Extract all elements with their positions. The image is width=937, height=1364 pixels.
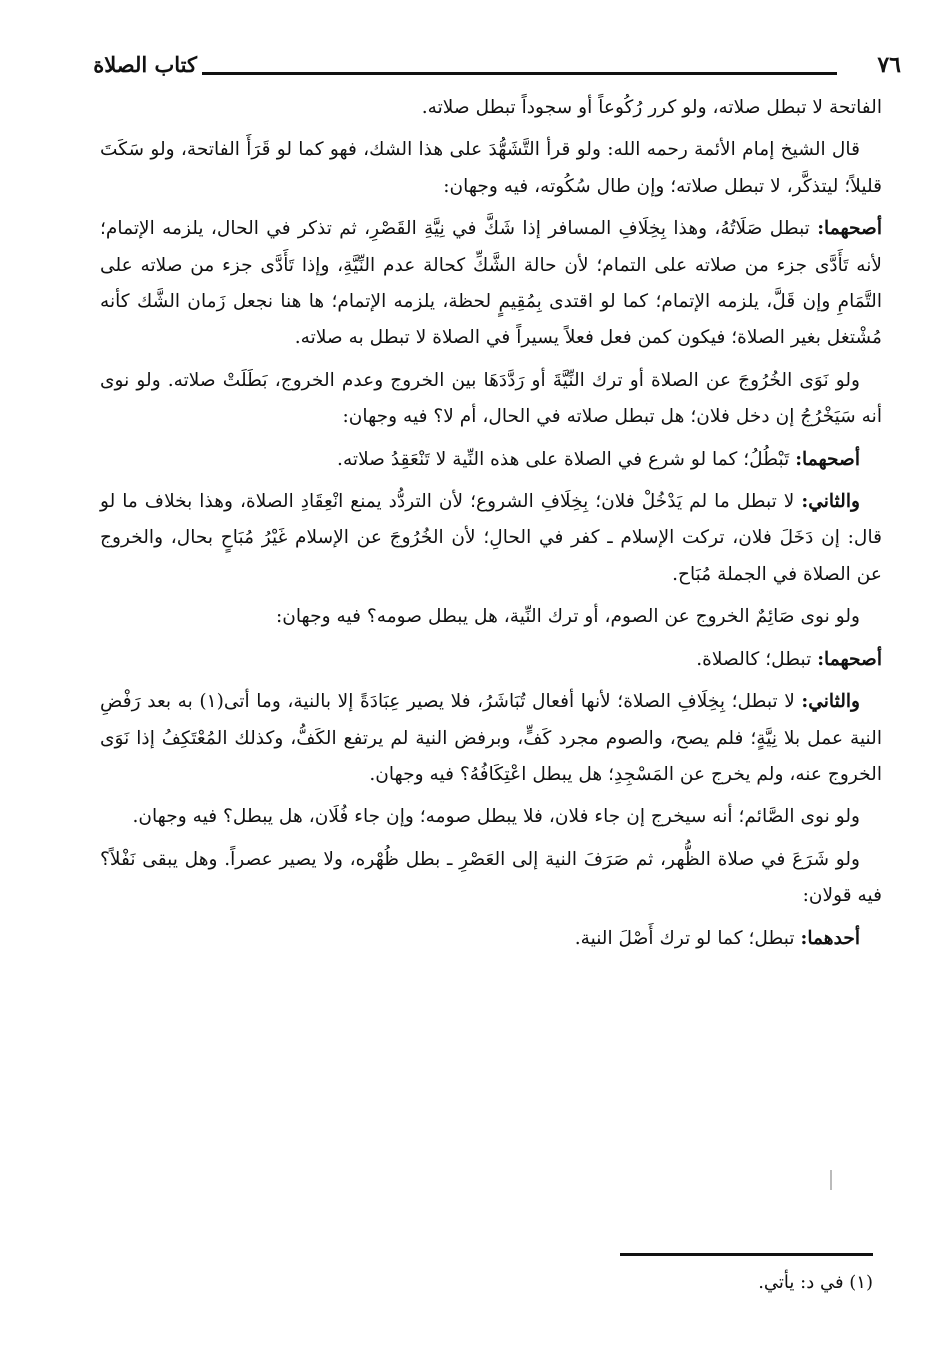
body-text [100, 90, 882, 963]
paragraph-text: ولو نوى صَائِمٌ الخروج عن الصوم، أو ترك النِّية، هل يبطل صومه؟ فيه وجهان: [275, 606, 860, 628]
paragraph [100, 442, 882, 478]
paragraph-label: أحدهما: [800, 927, 860, 949]
paragraph-text: تبطل؛ كما لو ترك أَصْلَ النية. [574, 927, 795, 949]
header-title: كتاب الصلاة [93, 52, 197, 77]
scan-mark [830, 1170, 832, 1190]
footnote: (١) في د: يأتي. [758, 1272, 873, 1293]
paragraph-label: أصحهما: [817, 648, 882, 670]
header-rule [202, 72, 837, 75]
paragraph-text: لا تبطل ما لم يَدْخُلْ فلان؛ بِخِلَافِ الشروع؛ لأن التردُّد يمنع انْعِقَادِ الصلاة، وهذا بخلاف ما لو قال: إن دَخَلَ فلان، تركت الإسلام ـ كفر في الحالِ؛ لأن الخُرُوجَ عن الإسلام غَيْرُ مُبَاحٍ بحال، والخروج عن الصلاة في الجملة مُبَاح. [100, 491, 882, 585]
paragraph [100, 799, 882, 835]
paragraph-text: تَبْطُلُ؛ كما لو شرع في الصلاة على هذه النِّية لا تَنْعَقِدُ صلاته. [337, 448, 790, 470]
paragraph-text: لا تبطل؛ بِخِلَافِ الصلاة؛ لأنها أفعال تُبَاشَرُ، فلا يصير عِبَادَةً إلا بالنية، وما أتى(١) به بعد رَفْضِ النية عمل بلا نِيَّةٍ؛ فلم يصح، والصوم مجرد كَفٍّ، وبرفض النية لم يرتفع الكَفُّ، وكذلك المُعْتَكِفُ إذا نَوَى الخروج عنه، ولم يخرج عن المَسْجِدِ؛ هل يبطل اعْتِكَافُهُ؟ فيه وجهان. [100, 691, 882, 785]
paragraph-text: ولو شَرَعَ في صلاة الظُّهر، ثم صَرَفَ النية إلى العَصْرِ ـ بطل ظُهْره، ولا يصير عصراً. وهل يبقى نَفْلاً؟ فيه قولان: [100, 848, 882, 907]
paragraph [100, 363, 882, 436]
paragraph [100, 599, 882, 635]
paragraph-label: أصحهما: [795, 448, 860, 470]
paragraph-text: تبطل؛ كالصلاة. [696, 648, 812, 670]
paragraph-text: ولو نوى الصَّائم؛ أنه سيخرج إن جاء فلان، فلا يبطل صومه؛ وإن جاء فُلَان، هل يبطل؟ فيه وجهان. [132, 806, 860, 828]
paragraph-label: أصحهما: [817, 218, 882, 240]
paragraph-label: والثاني: [801, 491, 860, 513]
paragraph [100, 90, 882, 126]
paragraph [100, 684, 882, 793]
paragraph [100, 484, 882, 593]
paragraph-text: ولو نَوَى الخُرُوجَ عن الصلاة أو ترك النِّيَّةَ أو رَدَّدَهَا بين الخروج وعدم الخروج، بَطَلَتْ صلاته. ولو نوى أنه سَيَخْرُجُ إن دخل فلان؛ هل تبطل صلاته في الحال، أم لا؟ فيه وجهان: [100, 369, 882, 428]
paragraph-text: تبطل صَلَاتُهُ، وهذا بِخِلَافِ المسافر إذا شَكَّ في نِيَّةِ القَصْرِ، ثم تذكر في الحال، يلزمه الإتمام؛ لأنه تَأَدَّى جزء من صلاته على التمام؛ لأن حالة الشَّكِّ كحالة عدم النِّيَّةِ، وإذا تَأَدَّى جزء من صلاته على التَّمَامِ وإن قَلَّ، يلزمه الإتمام؛ كما لو اقتدى بِمُقِيمٍ لحظة، يلزمه الإتمام؛ ها هنا نجعل زَمان الشَّك كأنه مُشْتغل بغير الصلاة؛ فيكون كمن فعل فعلاً يسيراً في الصلاة لا تبطل به صلاته. [100, 218, 882, 349]
paragraph [100, 211, 882, 357]
paragraph-label: والثاني: [801, 691, 860, 713]
paragraph [100, 132, 882, 205]
paragraph [100, 921, 882, 957]
paragraph [100, 842, 882, 915]
paragraph-text: الفاتحة لا تبطل صلاته، ولو كرر رُكُوعاً أو سجوداً تبطل صلاته. [421, 97, 882, 118]
paragraph-text: قال الشيخ إمام الأئمة رحمه الله: ولو قرأ التَّشَهُّدَ على هذا الشك، فهو كما لو قَرَأَ الفاتحة، ولو سَكَتَ قليلاً؛ ليتذكَّر، لا تبطل صلاته؛ وإن طال سُكُوته، فيه وجهان: [100, 139, 882, 197]
paragraph [100, 642, 882, 678]
page-number: ٧٦ [877, 52, 901, 78]
footnote-rule [620, 1253, 873, 1256]
